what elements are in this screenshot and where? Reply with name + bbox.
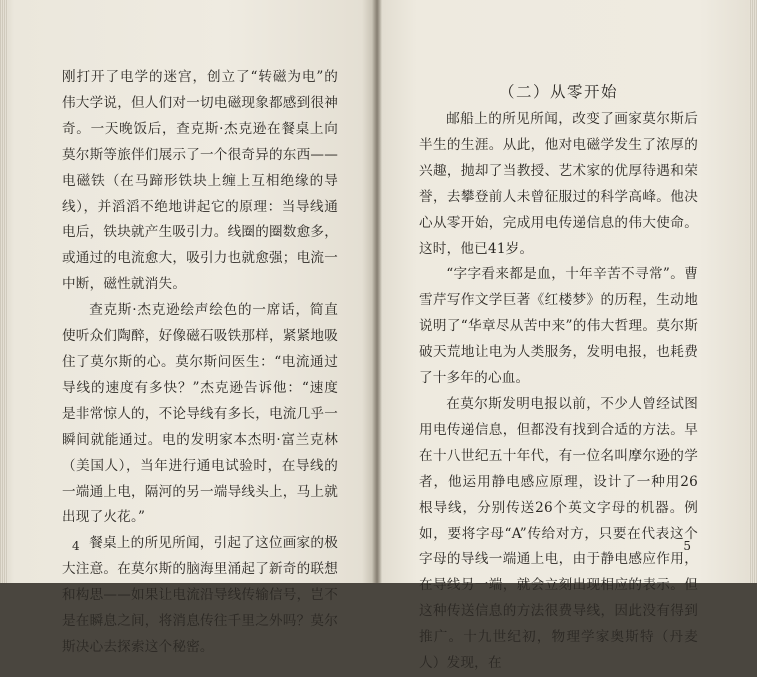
paragraph: 在莫尔斯发明电报以前，不少人曾经试图用电传递信息，但都没有找到合适的方法。早在十八世纪五十年代，有一位名叫摩尔逊的学者，他运用静电感应原理，设计了一种用26根导线，分别传送26个英文字母的机器。例如，要将字母“A”传给对方，只要在代表这个字母的导线一端通上电，由于静电感应作用，在导线另一端，就会立刻出现相应的表示。但这种传送信息的方法很费导线，因此没有得到推广。十九世纪初，物理学家奥斯特（丹麦人）发现，在 — [419, 395, 698, 672]
section-heading: （二）从零开始 — [498, 83, 618, 101]
paragraph: 刚打开了电学的迷宫，创立了“转磁为电”的伟大学说，但人们对一切电磁现象都感到很神奇。一天晚饭后，查克斯·杰克逊在餐桌上向莫尔斯等旅伴们展示了一个很奇异的东西——电磁铁（在马蹄形铁块上缠上互相绝缘的导线），并滔滔不绝地讲起它的原理：当导线通电后，铁块就产生吸引力。线圈的圈数愈多，或通过的电流愈大，吸引力也就愈强；电流一中断，磁性就消失。 — [62, 69, 338, 293]
right-page — [377, 0, 757, 672]
right-page-body — [419, 107, 698, 677]
page-edge — [0, 0, 8, 583]
left-page — [0, 0, 377, 655]
paragraph: 查克斯·杰克逊绘声绘色的一席话，简直使听众们陶醉，好像磁石吸铁那样，紧紧地吸住了莫尔斯的心。莫尔斯问医生：“电流通过导线的速度有多快？”杰克逊告诉他：“速度是非常惊人的，不论导线有多长，电流几乎一瞬间就能通过。电的发明家本杰明·富兰克林（美国人），当年进行通电试验时，在导线的一端通上电，隔河的另一端导线头上，马上就出现了火花。” — [62, 302, 338, 526]
paragraph: 邮船上的所见所闻，改变了画家莫尔斯后半生的生涯。从此，他对电磁学发生了浓厚的兴趣，抛却了当教授、艺术家的优厚待遇和荣誉，去攀登前人未曾征服过的科学高峰。他决心从零开始，完成用电传递信息的伟大使命。这时，他已41岁。 — [419, 111, 698, 257]
left-page-body — [62, 65, 338, 661]
page-number: 5 — [683, 539, 691, 553]
paragraph: 餐桌上的所见所闻，引起了这位画家的极大注意。在莫尔斯的脑海里涌起了新奇的联想和构思——如果让电流沿导线传输信号，岂不是在瞬息之间，将消息传往千里之外吗？莫尔斯决心去探索这个秘密。 — [62, 535, 338, 655]
paragraph: “字字看来都是血，十年辛苦不寻常”。曹雪芹写作文学巨著《红楼梦》的历程，生动地说明了“华章尽从苦中来”的伟大哲理。莫尔斯破天荒地让电为人类服务，发明电报，也耗费了十多年的心血。 — [419, 266, 698, 387]
page-edge — [749, 0, 757, 583]
page-number: 4 — [72, 539, 80, 553]
